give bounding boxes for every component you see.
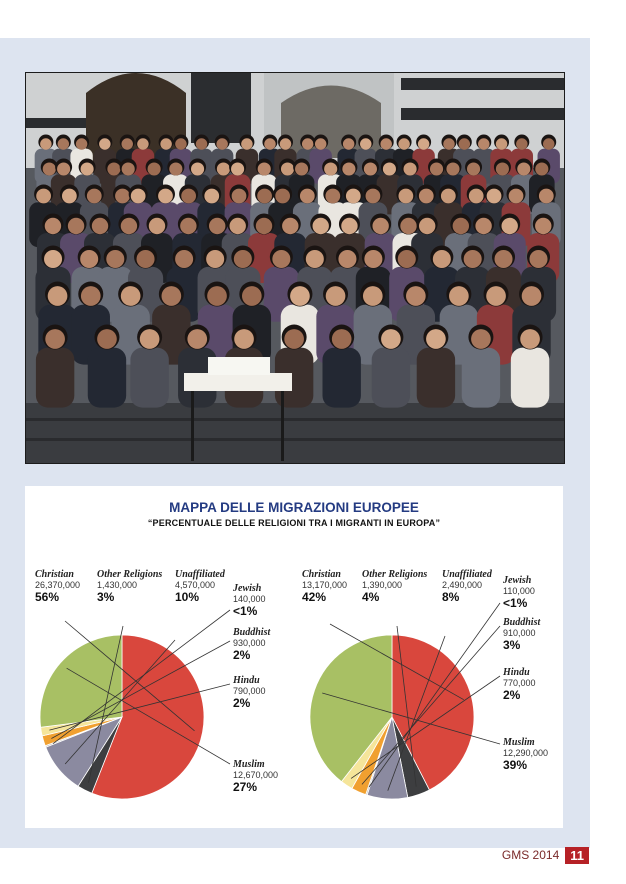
group-photo xyxy=(25,72,565,464)
label-name-muslim: Muslim xyxy=(503,737,535,748)
person-face xyxy=(522,286,542,306)
person-face xyxy=(187,329,207,349)
person-face xyxy=(44,250,62,268)
label-name-buddhist: Buddhist xyxy=(233,627,271,638)
person-face xyxy=(241,138,252,149)
person-face xyxy=(234,250,252,268)
label-percent-buddhist: 3% xyxy=(503,638,521,652)
person-face xyxy=(81,162,94,175)
label-count-muslim: 12,670,000 xyxy=(233,770,279,780)
person-face xyxy=(62,189,77,204)
person-face xyxy=(191,162,204,175)
person-face xyxy=(45,218,61,234)
person-face xyxy=(81,286,101,306)
person-face xyxy=(97,329,117,349)
person-face xyxy=(453,218,469,234)
person-face xyxy=(360,138,371,149)
person-face xyxy=(68,218,84,234)
person-face xyxy=(501,218,517,234)
person-face xyxy=(257,189,272,204)
person-face xyxy=(467,162,480,175)
person-face xyxy=(300,189,315,204)
person-face xyxy=(364,162,377,175)
person-face xyxy=(315,138,326,149)
label-name-jewish: Jewish xyxy=(503,575,532,586)
person-face xyxy=(121,286,141,306)
person-face xyxy=(43,162,56,175)
person-body xyxy=(130,348,168,408)
person-face xyxy=(471,329,491,349)
person-face xyxy=(207,286,227,306)
person-face xyxy=(137,250,155,268)
person-face xyxy=(313,218,329,234)
label-count-hindu: 790,000 xyxy=(233,686,266,696)
label-percent-other-religions: 4% xyxy=(362,590,380,604)
person-face xyxy=(175,250,193,268)
person-face xyxy=(206,250,224,268)
label-count-hindu: 770,000 xyxy=(503,678,536,688)
person-face xyxy=(398,250,416,268)
person-face xyxy=(400,218,416,234)
label-name-other-religions: Other Religions xyxy=(97,569,163,580)
page-number: 11 xyxy=(565,847,589,864)
person-face xyxy=(209,218,225,234)
person-face xyxy=(338,250,356,268)
person-face xyxy=(520,329,540,349)
person-face xyxy=(426,329,446,349)
person-face xyxy=(40,138,51,149)
person-face xyxy=(443,138,454,149)
person-face xyxy=(459,138,470,149)
person-face xyxy=(264,138,275,149)
person-face xyxy=(76,138,87,149)
person-face xyxy=(281,162,294,175)
label-name-other-religions: Other Religions xyxy=(362,569,428,580)
person-face xyxy=(48,286,68,306)
person-face xyxy=(275,189,290,204)
label-count-muslim: 12,290,000 xyxy=(503,748,549,758)
person-face xyxy=(256,218,272,234)
person-face xyxy=(258,162,271,175)
person-body xyxy=(511,348,549,408)
person-face xyxy=(398,189,413,204)
person-face xyxy=(57,162,70,175)
person-face xyxy=(430,162,443,175)
person-face xyxy=(217,162,230,175)
person-face xyxy=(341,218,357,234)
person-face xyxy=(242,286,262,306)
label-count-other-religions: 1,430,000 xyxy=(97,580,138,590)
label-percent-christian: 42% xyxy=(302,590,327,604)
person-face xyxy=(516,138,527,149)
label-percent-muslim: 27% xyxy=(233,780,258,794)
person-face xyxy=(419,189,434,204)
person-face xyxy=(495,250,513,268)
label-percent-buddhist: 2% xyxy=(233,648,251,662)
label-name-christian: Christian xyxy=(302,569,341,580)
person-body xyxy=(88,348,126,408)
label-count-christian: 26,370,000 xyxy=(35,580,81,590)
label-count-jewish: 140,000 xyxy=(233,594,266,604)
person-face xyxy=(180,218,196,234)
person-body xyxy=(322,348,360,408)
person-face xyxy=(204,189,219,204)
person-face xyxy=(529,250,547,268)
person-face xyxy=(478,138,489,149)
person-face xyxy=(160,138,171,149)
person-face xyxy=(99,138,110,149)
person-face xyxy=(363,286,383,306)
person-face xyxy=(535,162,548,175)
person-face xyxy=(181,189,196,204)
person-face xyxy=(295,162,308,175)
pie-charts xyxy=(25,486,563,828)
person-face xyxy=(231,162,244,175)
label-name-jewish: Jewish xyxy=(233,583,262,594)
person-face xyxy=(535,218,551,234)
person-face xyxy=(45,329,65,349)
person-face xyxy=(404,162,417,175)
person-face xyxy=(121,138,132,149)
person-face xyxy=(302,138,313,149)
person-face xyxy=(381,329,401,349)
person-face xyxy=(366,189,381,204)
label-count-other-religions: 1,390,000 xyxy=(362,580,403,590)
person-face xyxy=(282,218,298,234)
person-face xyxy=(149,218,165,234)
label-name-buddhist: Buddhist xyxy=(503,617,541,628)
label-count-unaffiliated: 4,570,000 xyxy=(175,580,216,590)
label-percent-jewish: <1% xyxy=(233,604,258,618)
person-face xyxy=(419,218,435,234)
person-face xyxy=(107,162,120,175)
person-face xyxy=(106,250,124,268)
person-face xyxy=(346,189,361,204)
label-count-jewish: 110,000 xyxy=(503,586,535,596)
person-body xyxy=(372,348,410,408)
person-face xyxy=(475,218,491,234)
footer-publication: GMS 2014 xyxy=(501,848,560,862)
crowd-illustration xyxy=(29,135,561,408)
person-face xyxy=(92,218,108,234)
person-face xyxy=(496,162,509,175)
person-face xyxy=(280,138,291,149)
person-face xyxy=(131,189,146,204)
person-body xyxy=(36,348,74,408)
person-face xyxy=(326,286,346,306)
label-name-hindu: Hindu xyxy=(503,667,530,678)
person-face xyxy=(162,286,182,306)
person-face xyxy=(290,286,310,306)
person-face xyxy=(58,138,69,149)
page-footer xyxy=(502,846,589,864)
label-percent-unaffiliated: 8% xyxy=(442,590,460,604)
person-face xyxy=(230,218,246,234)
person-face xyxy=(487,189,502,204)
person-face xyxy=(446,162,459,175)
person-face xyxy=(332,329,352,349)
label-name-hindu: Hindu xyxy=(233,675,260,686)
label-percent-hindu: 2% xyxy=(503,688,521,702)
label-name-muslim: Muslim xyxy=(233,759,265,770)
person-face xyxy=(36,189,51,204)
person-body xyxy=(462,348,500,408)
person-face xyxy=(137,138,148,149)
person-face xyxy=(433,250,451,268)
person-face xyxy=(383,162,396,175)
label-count-christian: 13,170,000 xyxy=(302,580,348,590)
person-face xyxy=(158,189,173,204)
religion-infographic xyxy=(25,486,563,828)
infographic-subtitle: “PERCENTUALE DELLE RELIGIONI TRA I MIGRANTI IN EUROPA” xyxy=(147,518,441,528)
person-face xyxy=(169,162,182,175)
person-face xyxy=(175,138,186,149)
label-name-unaffiliated: Unaffiliated xyxy=(442,569,492,580)
label-name-unaffiliated: Unaffiliated xyxy=(175,569,225,580)
label-percent-muslim: 39% xyxy=(503,758,528,772)
person-face xyxy=(406,286,426,306)
person-face xyxy=(342,162,355,175)
label-percent-jewish: <1% xyxy=(503,596,528,610)
person-face xyxy=(509,189,524,204)
person-face xyxy=(441,189,456,204)
person-face xyxy=(464,250,482,268)
person-face xyxy=(364,250,382,268)
person-face xyxy=(87,189,102,204)
person-face xyxy=(398,138,409,149)
person-face xyxy=(272,250,290,268)
person-face xyxy=(196,138,207,149)
label-percent-unaffiliated: 10% xyxy=(175,590,200,604)
label-percent-other-religions: 3% xyxy=(97,590,115,604)
label-count-buddhist: 910,000 xyxy=(503,628,536,638)
person-face xyxy=(469,189,484,204)
person-face xyxy=(234,329,254,349)
person-face xyxy=(122,162,135,175)
person-face xyxy=(486,286,506,306)
person-face xyxy=(148,162,161,175)
label-count-buddhist: 930,000 xyxy=(233,638,266,648)
person-face xyxy=(539,189,554,204)
person-face xyxy=(449,286,469,306)
person-face xyxy=(380,138,391,149)
person-face xyxy=(343,138,354,149)
person-face xyxy=(372,218,388,234)
person-face xyxy=(284,329,304,349)
person-face xyxy=(216,138,227,149)
person-face xyxy=(418,138,429,149)
person-face xyxy=(80,250,98,268)
infographic-title: MAPPA DELLE MIGRAZIONI EUROPEE xyxy=(169,500,419,515)
person-face xyxy=(496,138,507,149)
person-face xyxy=(325,189,340,204)
person-face xyxy=(543,138,554,149)
label-percent-christian: 56% xyxy=(35,590,60,604)
person-face xyxy=(232,189,247,204)
label-count-unaffiliated: 2,490,000 xyxy=(442,580,483,590)
person-face xyxy=(115,189,130,204)
label-percent-hindu: 2% xyxy=(233,696,251,710)
label-name-christian: Christian xyxy=(35,569,74,580)
person-face xyxy=(121,218,137,234)
person-face xyxy=(324,162,337,175)
person-face xyxy=(517,162,530,175)
person-body xyxy=(417,348,455,408)
person-face xyxy=(306,250,324,268)
person-face xyxy=(140,329,160,349)
